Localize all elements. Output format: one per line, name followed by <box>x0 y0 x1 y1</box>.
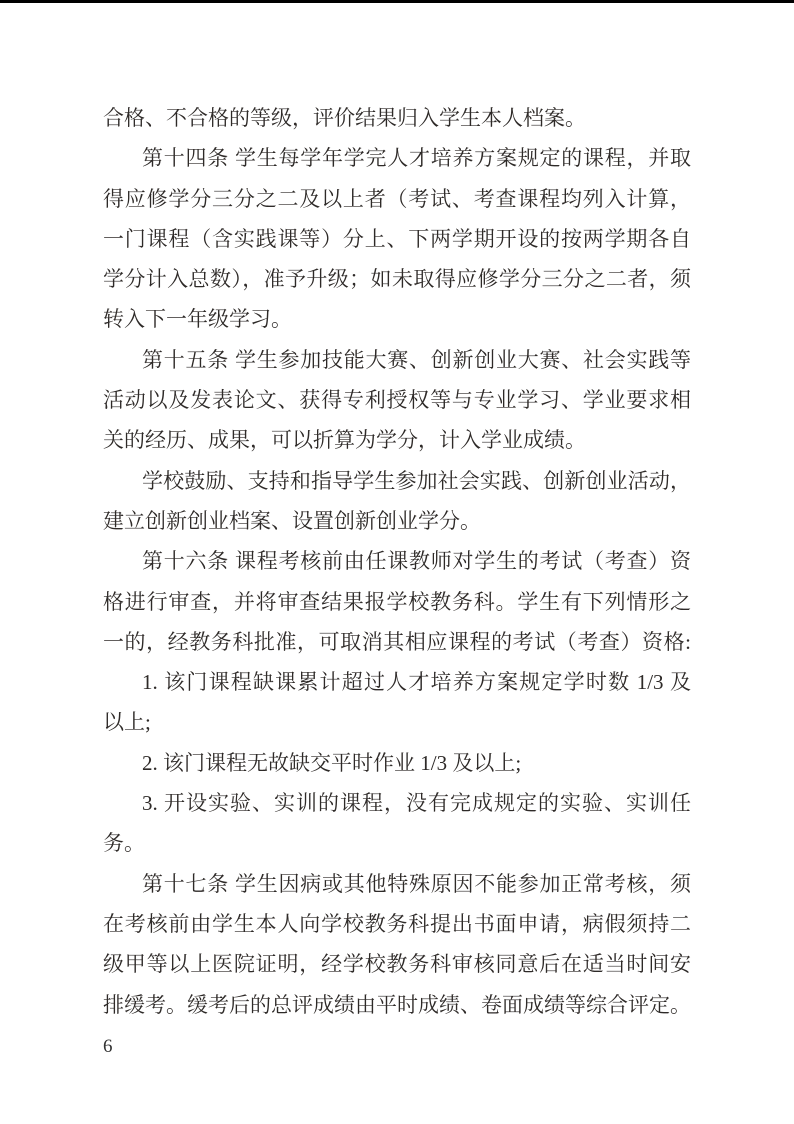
text-line: 3. 开设实验、实训的课程，没有完成规定的实验、实训任 <box>142 791 691 816</box>
top-edge-bar <box>0 0 794 3</box>
text-line: 务。 <box>103 831 145 856</box>
text-line: 一门课程（含实践课等）分上、下两学期开设的按两学期各自 <box>103 226 691 251</box>
text-line: 合格、不合格的等级，评价结果归入学生本人档案。 <box>103 106 586 130</box>
document-body-text <box>103 98 691 1025</box>
text-line: 1. 该门课程缺课累计超过人才培养方案规定学时数 1/3 及 <box>142 670 691 695</box>
text-line: 排缓考。缓考后的总评成绩由平时成绩、卷面成绩等综合评定。 <box>103 992 691 1017</box>
text-line: 一的，经教务科批准，可取消其相应课程的考试（考查）资格: <box>103 629 691 654</box>
text-line: 格进行审查，并将审查结果报学校教务科。学生有下列情形之 <box>103 589 691 614</box>
text-line: 学分计入总数），准予升级；如未取得应修学分三分之二者，须 <box>103 267 691 292</box>
text-line: 第十七条 学生因病或其他特殊原因不能参加正常考核，须 <box>142 871 691 896</box>
text-line: 2. 该门课程无故缺交平时作业 1/3 及以上; <box>142 750 522 775</box>
text-line: 关的经历、成果，可以折算为学分，计入学业成绩。 <box>103 428 586 453</box>
text-line: 第十四条 学生每学年学完人才培养方案规定的课程，并取 <box>142 146 691 171</box>
text-line: 以上; <box>103 710 151 735</box>
text-line: 级甲等以上医院证明，经学校教务科审核同意后在适当时间安 <box>103 952 691 977</box>
text-line: 第十五条 学生参加技能大赛、创新创业大赛、社会实践等 <box>142 347 691 372</box>
text-line: 建立创新创业档案、设置创新创业学分。 <box>103 508 481 533</box>
text-line: 得应修学分三分之二及以上者（考试、考查课程均列入计算， <box>103 186 691 211</box>
text-line: 在考核前由学生本人向学校教务科提出书面申请，病假须持二 <box>103 911 691 936</box>
page-number: 6 <box>103 1036 113 1057</box>
text-line: 学校鼓励、支持和指导学生参加社会实践、创新创业活动， <box>142 468 691 493</box>
text-line: 活动以及发表论文、获得专利授权等与专业学习、学业要求相 <box>103 388 691 413</box>
text-line: 转入下一年级学习。 <box>103 307 292 332</box>
text-line: 第十六条 课程考核前由任课教师对学生的考试（考查）资 <box>142 549 691 574</box>
